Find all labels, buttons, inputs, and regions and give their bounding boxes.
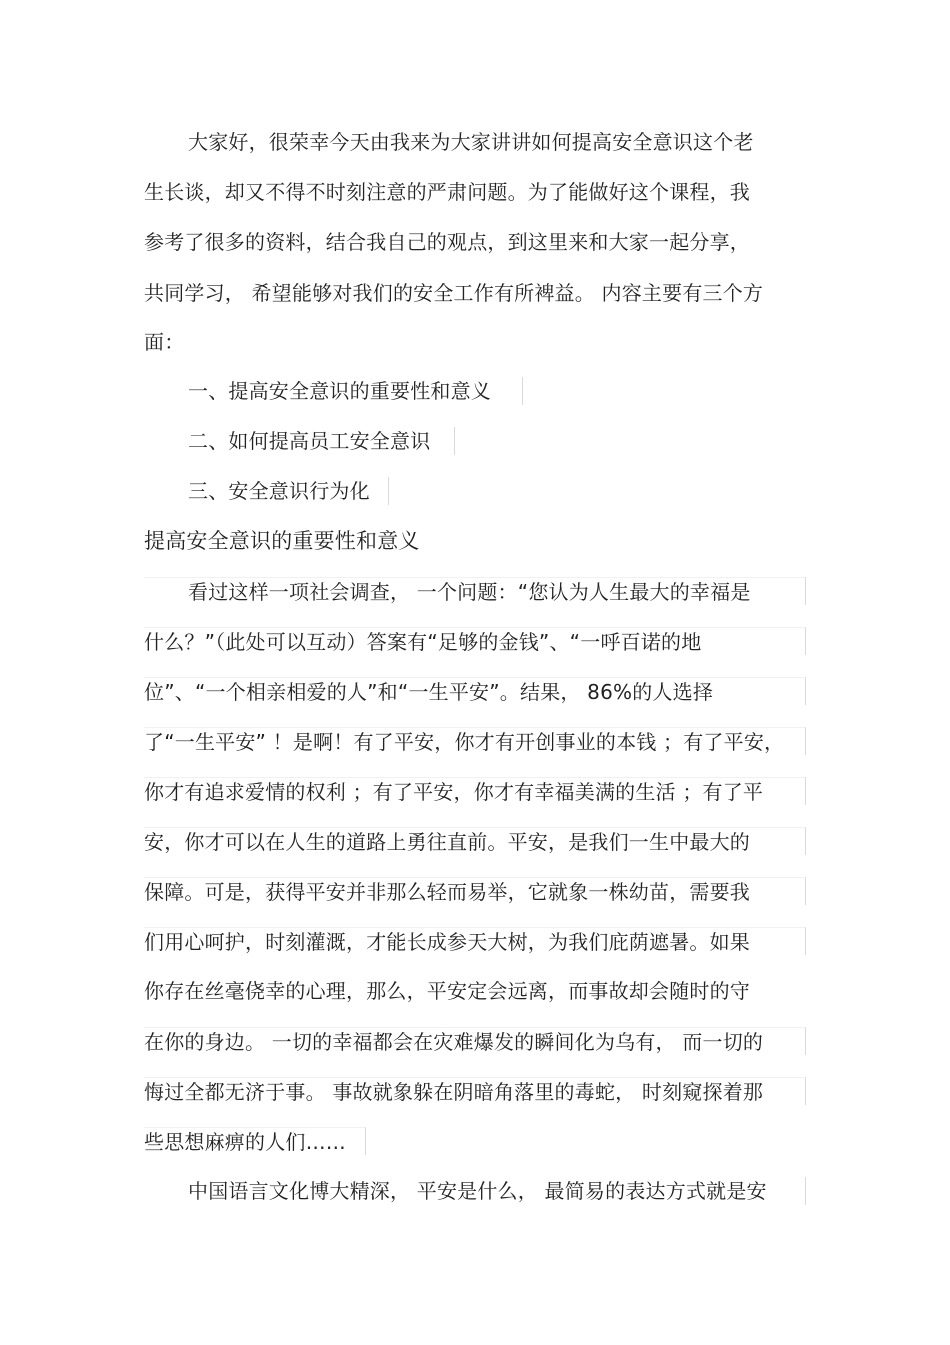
intro-line-4: 共同学习， 希望能够对我们的安全工作有所裨益。 内容主要有三个方 <box>144 281 764 305</box>
intro-line-5: 面： <box>144 330 185 354</box>
intro-line-1: 大家好，很荣幸今天由我来为大家讲讲如何提高安全意识这个老 <box>188 130 754 154</box>
section1-line-4: 了“一生平安” ！是啊！有了平安，你才有开创事业的本钱 ；有了平安， <box>144 727 806 755</box>
section-heading: 提高安全意识的重要性和意义 <box>144 529 420 553</box>
toc-item-3: 三、安全意识行为化 <box>144 477 389 505</box>
toc-item-1: 一、提高安全意识的重要性和意义 <box>144 377 523 405</box>
intro-line-3: 参考了很多的资料，结合我自己的观点，到这里来和大家一起分享， <box>144 230 750 254</box>
section1-line-7: 保障。可是，获得平安并非那么轻而易举，它就象一株幼苗，需要我 <box>144 877 806 905</box>
section1-line-6: 安，你才可以在人生的道路上勇往直前。平安，是我们一生中最大的 <box>144 827 806 855</box>
section1-line-10: 在你的身边。 一切的幸福都会在灾难爆发的瞬间化为乌有， 而一切的 <box>144 1027 806 1055</box>
section1-line-2: 什么？”（此处可以互动）答案有“足够的金钱”、“一呼百诺的地 <box>144 627 806 655</box>
section1-line-5: 你才有追求爱情的权利 ；有了平安，你才有幸福美满的生活 ；有了平 <box>144 777 806 805</box>
section1-line-9: 你存在丝毫侥幸的心理，那么，平安定会远离，而事故却会随时的守 <box>144 979 750 1003</box>
section1-line-1: 看过这样一项社会调查， 一个问题：“您认为人生最大的幸福是 <box>144 577 806 605</box>
section1-line-11: 悔过全都无济于事。 事故就象躲在阴暗角落里的毒蛇， 时刻窥探着那 <box>144 1077 806 1105</box>
section1-line-3: 位”、“一个相亲相爱的人”和“一生平安”。结果， 86%的人选择 <box>144 677 806 705</box>
section1-next-line: 中国语言文化博大精深， 平安是什么， 最简易的表达方式就是安 <box>144 1177 806 1205</box>
section1-line-12: 些思想麻痹的人们…… <box>144 1127 366 1155</box>
intro-line-2: 生长谈，却又不得不时刻注意的严肃问题。为了能做好这个课程，我 <box>144 180 750 204</box>
section1-line-8: 们用心呵护，时刻灌溉，才能长成参天大树，为我们庇荫遮暑。如果 <box>144 927 806 955</box>
toc-item-2: 二、如何提高员工安全意识 <box>144 427 455 455</box>
